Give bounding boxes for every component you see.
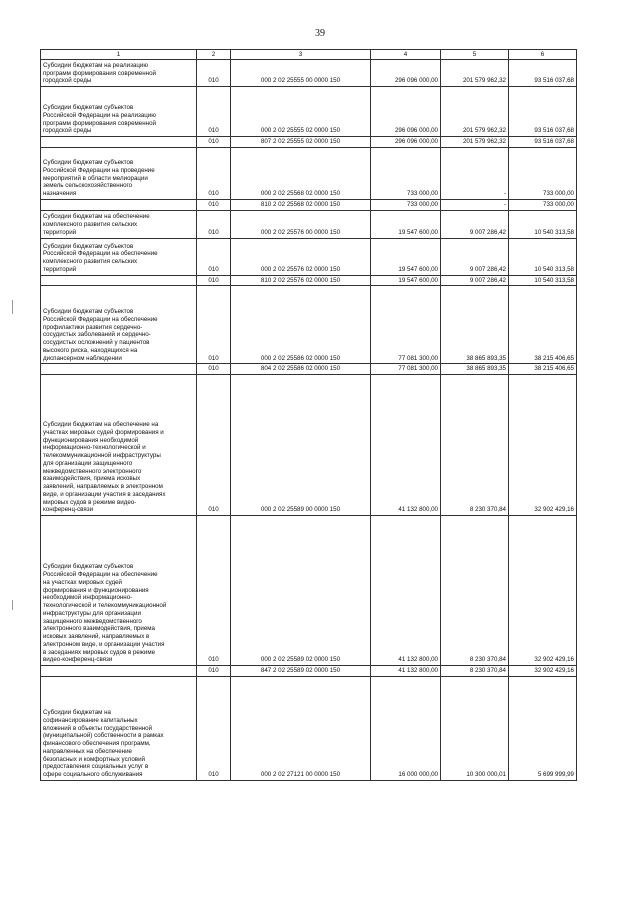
row-value-col6: 32 902 429,16: [509, 516, 577, 666]
row-value-col5: 10 300 000,01: [441, 676, 509, 780]
row-value-col6: 93 516 037,68: [509, 60, 577, 87]
row-name: Субсидии бюджетам на реализацию программ формирования современной городской среды: [43, 61, 156, 85]
row-value-col5: 9 007 286,42: [441, 275, 509, 286]
row-admin-code: 010: [197, 364, 231, 375]
row-value-col5: 201 579 962,32: [441, 137, 509, 148]
row-value-col5: 8 230 370,84: [441, 375, 509, 516]
row-admin-code: 010: [197, 147, 231, 199]
row-name: Субсидии бюджетам на обеспечение на участках мировых судей формирования и функционирования необходимой информационно-технологической и телекоммуникационной инфраструктуры для организации защищенного межведомственного электронного взаимодействия, приема исковых заявлений, направляемых в электронном виде, и организации участия в заседаниях мировых судов в режиме видео- конференц-связи: [43, 421, 166, 514]
row-budget-code: 847 2 02 25589 02 0000 150: [231, 666, 371, 677]
table-row: [41, 676, 577, 780]
row-value-col6: 32 902 429,16: [509, 666, 577, 677]
row-value-col6: 32 902 429,16: [509, 375, 577, 516]
row-admin-code: 010: [197, 676, 231, 780]
scan-edge-mark: [12, 300, 13, 314]
row-value-col5: 201 579 962,32: [441, 60, 509, 87]
row-value-col6: 10 540 313,58: [509, 238, 577, 275]
table-row: [41, 60, 577, 87]
row-budget-code: 000 2 02 25589 02 0000 150: [231, 516, 371, 666]
scan-edge-mark: [12, 600, 13, 610]
row-value-col6: 38 215 406,65: [509, 286, 577, 364]
row-value-col6: 733 000,00: [509, 147, 577, 199]
budget-table: [40, 49, 577, 781]
row-name: Субсидии бюджетам субъектов Российской Федерации на обеспечение профилактики развития сердечно- сосудистых заболеваний и сердечно- сосудистых осложнений у пациентов высокого риска, находящихся на диспансерном наблюдении: [43, 308, 158, 362]
row-value-col4: 296 096 000,00: [371, 137, 441, 148]
table-row: [41, 364, 577, 375]
row-value-col4: 41 132 800,00: [371, 375, 441, 516]
header-cell: 3: [231, 50, 371, 60]
row-budget-code: 000 2 02 25555 02 0000 150: [231, 87, 371, 137]
row-name: Субсидии бюджетам субъектов Российской Федерации на реализацию программ формирования современной городской среды: [43, 104, 156, 135]
row-budget-code: 000 2 02 25589 00 0000 150: [231, 375, 371, 516]
table-row: [41, 147, 577, 199]
row-name: Субсидии бюджетам на обеспечение комплексного развития сельских территорий: [43, 213, 150, 236]
row-value-col4: 41 132 800,00: [371, 516, 441, 666]
row-budget-code: 000 2 02 25555 00 0000 150: [231, 60, 371, 87]
table-row: [41, 286, 577, 364]
row-value-col4: 19 547 600,00: [371, 275, 441, 286]
row-value-col5: 38 865 893,35: [441, 364, 509, 375]
row-name: Субсидии бюджетам на софинансирование капитальных вложений в объекты государственной (муниципальной) собственности в рамках финансового обеспечения программ, направленных на обеспечение безопасных и комфортных условий предоставления социальных услуг в сфере социального обслуживания: [43, 709, 164, 778]
table-row: [41, 666, 577, 677]
row-value-col4: 19 547 600,00: [371, 210, 441, 238]
table-row: [41, 137, 577, 148]
row-admin-code: 010: [197, 286, 231, 364]
row-value-col6: 733 000,00: [509, 199, 577, 210]
row-admin-code: 010: [197, 238, 231, 275]
row-value-col6: 93 516 037,68: [509, 137, 577, 148]
row-value-col4: 77 081 300,00: [371, 364, 441, 375]
row-admin-code: 010: [197, 60, 231, 87]
row-name: Субсидии бюджетам субъектов Российской Федерации на проведение мероприятий в области мелиорации земель сельскохозяйственного назначения: [43, 159, 155, 197]
table-row: [41, 238, 577, 275]
row-value-col4: 19 547 600,00: [371, 238, 441, 275]
row-admin-code: 010: [197, 87, 231, 137]
table-row: [41, 87, 577, 137]
row-value-col5: 201 579 962,32: [441, 87, 509, 137]
row-value-col5: -: [441, 147, 509, 199]
header-cell: 6: [509, 50, 577, 60]
table-row: [41, 516, 577, 666]
table-row: [41, 210, 577, 238]
row-value-col4: 41 132 800,00: [371, 666, 441, 677]
row-value-col4: 733 000,00: [371, 199, 441, 210]
row-admin-code: 010: [197, 516, 231, 666]
row-value-col4: 77 081 300,00: [371, 286, 441, 364]
row-budget-code: 810 2 02 25576 02 0000 150: [231, 275, 371, 286]
page-number: 39: [315, 28, 325, 39]
row-value-col4: 296 096 000,00: [371, 60, 441, 87]
row-value-col5: 8 230 370,84: [441, 666, 509, 677]
row-budget-code: 000 2 02 25568 02 0000 150: [231, 147, 371, 199]
table-row: [41, 199, 577, 210]
row-budget-code: 810 2 02 25568 02 0000 150: [231, 199, 371, 210]
row-value-col5: 9 007 286,42: [441, 238, 509, 275]
row-admin-code: 010: [197, 666, 231, 677]
row-value-col6: 93 516 037,68: [509, 87, 577, 137]
header-cell: 5: [441, 50, 509, 60]
row-value-col4: 16 000 000,00: [371, 676, 441, 780]
row-admin-code: 010: [197, 210, 231, 238]
row-value-col6: 38 215 406,65: [509, 364, 577, 375]
row-budget-code: 000 2 02 25586 02 0000 150: [231, 286, 371, 364]
row-admin-code: 010: [197, 275, 231, 286]
table-row: [41, 375, 577, 516]
row-value-col5: 8 230 370,84: [441, 516, 509, 666]
row-budget-code: 000 2 02 25576 00 0000 150: [231, 210, 371, 238]
row-value-col5: 9 007 286,42: [441, 210, 509, 238]
row-value-col6: 10 540 313,58: [509, 210, 577, 238]
row-budget-code: 804 2 02 25586 02 0000 150: [231, 364, 371, 375]
row-value-col5: 38 865 893,35: [441, 286, 509, 364]
header-cell: 4: [371, 50, 441, 60]
row-value-col6: 10 540 313,58: [509, 275, 577, 286]
row-value-col6: 5 699 999,99: [509, 676, 577, 780]
row-name: Субсидии бюджетам субъектов Российской Федерации на обеспечение комплексного развития сельских территорий: [43, 242, 158, 273]
row-admin-code: 010: [197, 375, 231, 516]
row-value-col4: 733 000,00: [371, 147, 441, 199]
row-budget-code: 807 2 02 25555 02 0000 150: [231, 137, 371, 148]
table-row: [41, 275, 577, 286]
row-value-col5: -: [441, 199, 509, 210]
row-budget-code: 000 2 02 25576 02 0000 150: [231, 238, 371, 275]
header-cell: 2: [197, 50, 231, 60]
row-name: Субсидии бюджетам субъектов Российской Федерации на обеспечение на участках мировых судей формирования и функционирования необходимой информационно- технологической и телекоммуникационной инфраструктуры для организации защищенного межведомственного электронного взаимодействия, приема исковых заявлений, направляемых в электронном виде, и организации участия в заседаниях мировых судов в режиме видео-конференц-связи: [43, 563, 167, 664]
header-cell: 1: [41, 50, 197, 60]
table-header-row: [41, 50, 577, 60]
row-value-col4: 296 096 000,00: [371, 87, 441, 137]
row-admin-code: 010: [197, 137, 231, 148]
row-budget-code: 000 2 02 27121 00 0000 150: [231, 676, 371, 780]
row-admin-code: 010: [197, 199, 231, 210]
